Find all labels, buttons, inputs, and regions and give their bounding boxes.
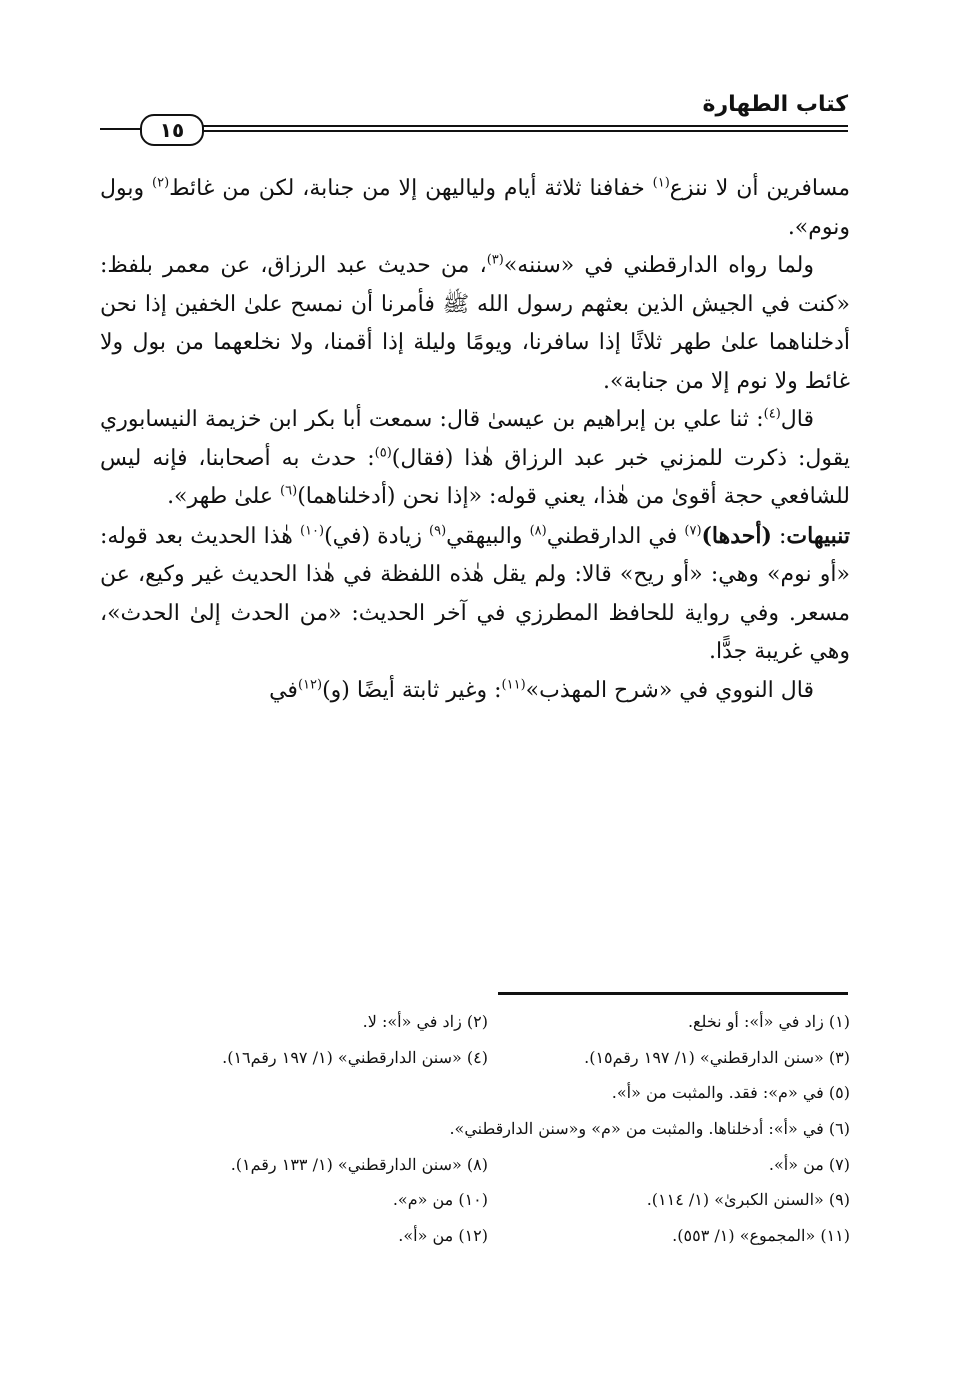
footnote-ref: (١٠) (299, 523, 325, 539)
footnote-8: (٨) «سنن الدارقطني» (١/ ١٣٣ رقم١). (230, 1154, 488, 1174)
footnote-10: (١٠) من «م». (392, 1190, 488, 1210)
paragraph-2: ولما رواه الدارقطني في «سننه»$^{(٣)}$، من حديث عبد الرزاق، عن معمر بلفظ: «كنت في الجيش الذين بعثهم رسول الله ﷺ فأمرنا أن نمسح علىٰ الخفين إذا نحن أدخلناهما علىٰ طهر ثلاثًا إذا سافرنا، ويومًا وليلة إذا أقمنا، ولا نخلعهما من بول ولا غائط ولا نوم إلا من جنابة». (100, 252, 850, 394)
footnote-row (130, 1075, 850, 1111)
footnote-ref: (١) (652, 175, 670, 191)
footnote-ref: (٧) (684, 523, 702, 539)
footnote-ref: (١٢) (297, 677, 323, 693)
section-label: تنبيهات (786, 522, 850, 549)
footnote-row (130, 1111, 850, 1147)
paragraph-3: قال$^{(٤)}$: ثنا علي بن إبراهيم بن عيسىٰ قال: سمعت أبا بكر ابن خزيمة النيسابوري يقول: ذكرت للمزني خبر عبد الرزاق هٰذا (فقال)$^{(٥)}$: حدث به أصحابنا، فإنه ليس للشافعي حجة أقوىٰ من هٰذا، يعني قوله: «إذا نحن (أدخلناهما)$^{(٦)}$ علىٰ طهر». (100, 406, 850, 509)
footnote-12: (١٢) من «أ». (398, 1226, 488, 1246)
footnote-ref: (٢) (152, 175, 170, 191)
paragraph-5: قال النووي في «شرح المهذب»$^{(١١)}$: وغير ثابتة أيضًا (و)$^{(١٢)}$في (269, 677, 814, 703)
header-rule-bottom (198, 130, 848, 132)
footnote-row (130, 1040, 850, 1076)
page-header (100, 92, 848, 150)
footnotes (130, 1004, 850, 1254)
footnote-1: (١) زاد في «أ»: أو نخلع. (687, 1012, 850, 1031)
footnote-ref: (٤) (763, 406, 781, 422)
footnote-ref: (١١) (501, 677, 526, 693)
footnote-9: (٩) «السنن الكبرىٰ» (١/ ١١٤). (646, 1190, 850, 1210)
footnote-row (130, 1218, 850, 1254)
footnote-7: (٧) من «أ». (768, 1154, 850, 1174)
footnote-row (130, 1182, 850, 1218)
footnote-row (130, 1147, 850, 1183)
footnote-ref: (٥) (374, 445, 392, 461)
footnote-4: (٤) «سنن الدارقطني» (١/ ١٩٧ رقم١٦). (222, 1047, 488, 1067)
footnote-ref: (٣) (486, 252, 504, 268)
footnote-ref: (٨) (529, 523, 547, 539)
footnote-separator (498, 992, 848, 995)
footnote-5: (٥) في «م»: فقد. والمثبت من «أ». (611, 1083, 850, 1103)
main-text (100, 170, 850, 710)
book-title: كتاب الطهارة (702, 92, 848, 117)
header-rule-top (198, 125, 848, 127)
footnote-3: (٣) «سنن الدارقطني» (١/ ١٩٧ رقم١٥). (584, 1047, 850, 1067)
footnote-2: (٢) زاد في «أ»: لا. (362, 1012, 488, 1031)
footnote-ref: (٩) (429, 523, 447, 539)
page-number: ١٥ (140, 114, 204, 146)
footnote-row (130, 1004, 850, 1040)
footnote-6: (٦) في «أ»: أدخلناها. والمثبت من «م» و«سنن الدارقطني». (449, 1119, 850, 1139)
header-rule-left (100, 128, 144, 130)
paragraph-4: تنبيهات: (أحدها)$^{(٧)}$ في الدارقطني$^{(٨)}$ والبيهقي$^{(٩)}$ زيادة (في)$^{(١٠)}$ هٰذا الحديث بعد قوله: «أو نوم» وهي: «أو ريح» قالا: ولم يقل هٰذه اللفظة في هٰذا الحديث غير وكيع، عن مسعر. وفي رواية للحافظ المطرزي في آخر الحديث: «من الحدث إلىٰ الحدث»، وهي غريبة جدًّا. (100, 522, 850, 664)
footnote-ref: (٦) (280, 483, 298, 499)
footnote-11: (١١) «المجموع» (١/ ٥٥٣). (672, 1226, 850, 1246)
paragraph-1: مسافرين أن لا ننزع$^{(١)}$ خفافنا ثلاثة أيام ولياليهن إلا من جنابة، لكن من غائط$^{(٢)}$ وبول ونوم». (100, 175, 851, 240)
